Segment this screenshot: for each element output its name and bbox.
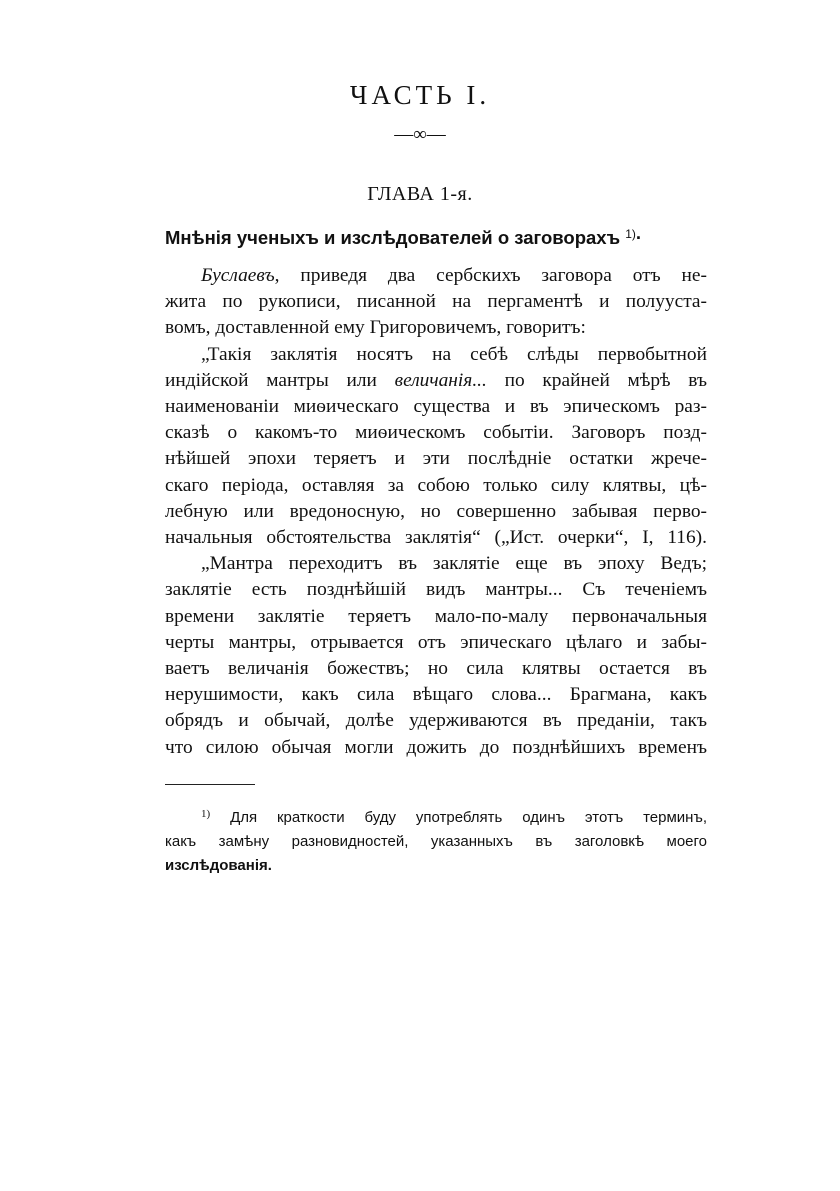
text-line: сказѣ о какомъ-то миѳическомъ событіи. Заговоръ позд-	[165, 422, 707, 444]
text-line: времени заклятіе теряетъ мало-по-малу первоначальныя	[165, 605, 707, 627]
text-line: ваетъ величанія божествъ; но сила клятвы остается въ	[165, 658, 707, 680]
footnote-line: изслѣдованія.	[165, 857, 272, 874]
text-line: Буслаевъ, приведя два сербскихъ заговора отъ не-	[201, 265, 707, 286]
ornament-divider: —∞—	[394, 124, 446, 145]
text-line: „Мантра переходитъ въ заклятіе еще въ эпоху Ведъ;	[201, 553, 707, 575]
text-line: заклятіе есть позднѣйшій видъ мантры... Съ теченіемъ	[165, 579, 707, 601]
text-line: обрядъ и обычай, долѣе удерживаются въ преданіи, такъ	[165, 710, 707, 732]
italic-term: величанія...	[394, 369, 487, 391]
text-line: вомъ, доставленной ему Григоровичемъ, говоритъ:	[165, 317, 586, 339]
section-heading-text: Мнѣнія ученыхъ и изслѣдователей о заговорахъ	[165, 227, 621, 248]
footnote-line: какъ замѣну разновидностей, указанныхъ въ заголовкѣ моего	[165, 833, 707, 850]
footnote-reference: 1)	[625, 227, 636, 241]
text-line: скаго періода, оставляя за собою только силу клятвы, цѣ-	[165, 474, 707, 496]
text-line: жита по рукописи, писанной на пергаментѣ и полууста-	[165, 291, 707, 313]
text-line: наименованіи миѳическаго существа и въ эпическомъ раз-	[165, 396, 707, 418]
footnote-separator	[165, 784, 255, 785]
footnote-line: $^{1)}$ Для краткости буду употреблять одинъ этотъ терминъ,	[201, 808, 708, 826]
text-line: „Такія заклятія носятъ на себѣ слѣды первобытной	[201, 343, 707, 365]
part-title: ЧАСТЬ I.	[349, 80, 491, 110]
text-line: индійской мантры или величанія... по крайней мѣрѣ въ	[165, 369, 707, 391]
section-heading	[165, 227, 725, 249]
body-text	[165, 263, 707, 761]
text-line: начальныя обстоятельства заклятія“ („Ист. очерки“, I, 116).	[165, 527, 707, 549]
text-line: нерушимости, какъ сила вѣщаго слова... Брагмана, какъ	[165, 684, 707, 706]
text-line: лебную или вредоносную, но совершенно забывая перво-	[165, 500, 707, 522]
text-line: что силою обычая могли дожить до позднѣйшихъ временъ	[165, 736, 707, 758]
author-name: Буслаевъ	[201, 265, 275, 286]
text-line: черты мантры, отрывается отъ эпическаго цѣлаго и забы-	[165, 631, 707, 653]
heading-end-mark: ·	[635, 227, 643, 248]
text-line: нѣйшей эпохи теряетъ и эти послѣдніе остатки жрече-	[165, 448, 707, 470]
footnote-mark: 1)	[201, 808, 211, 820]
chapter-title: ГЛАВА 1-я.	[367, 183, 473, 205]
footnote	[165, 802, 707, 878]
